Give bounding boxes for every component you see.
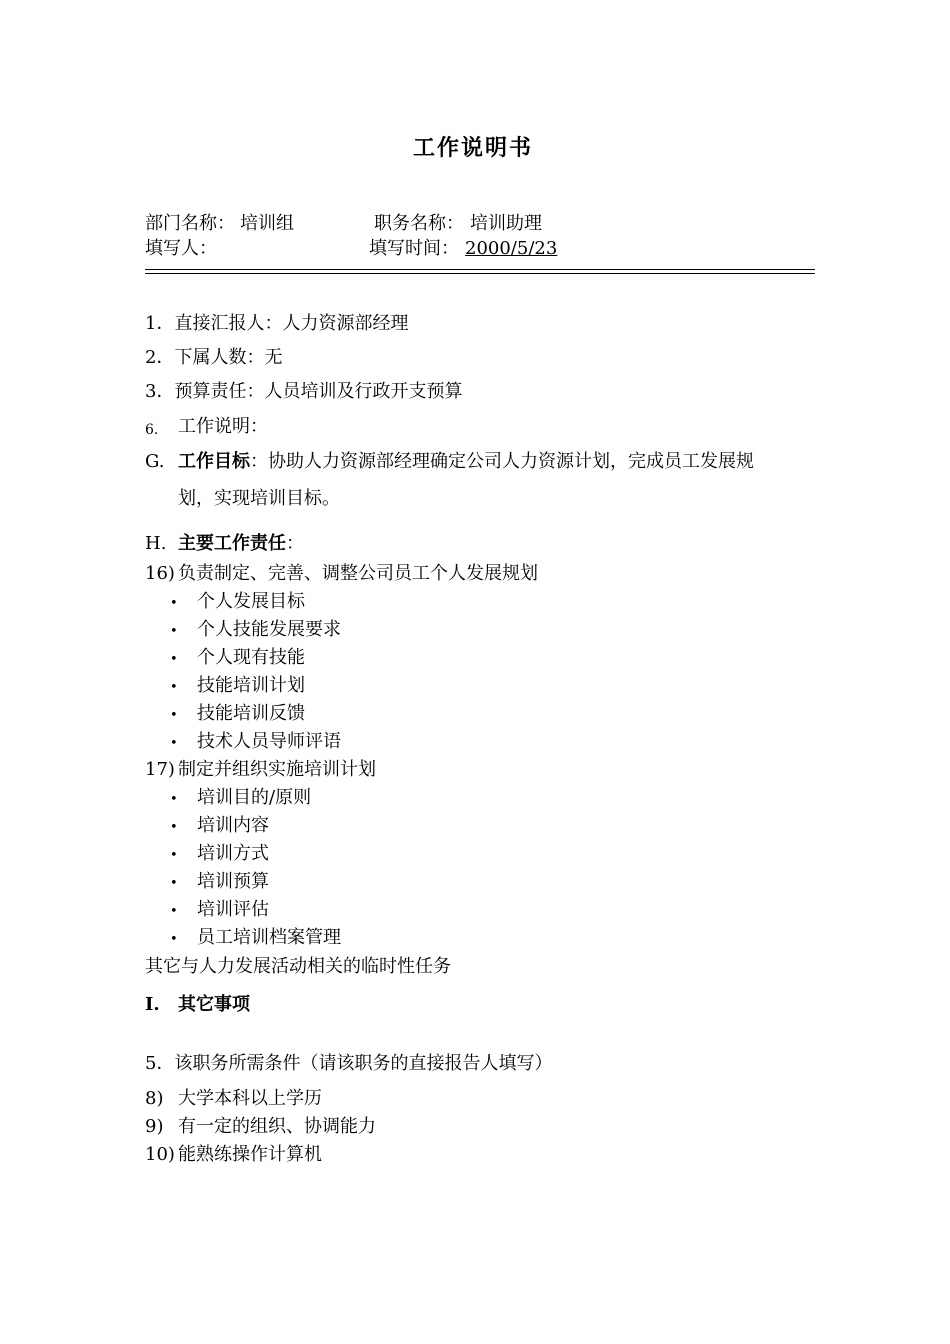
requirement-text: 有一定的组织、协调能力 (178, 1116, 376, 1137)
desc-number: 6. (145, 422, 159, 438)
requirement-number: 10) (145, 1144, 175, 1165)
list-item: 培训方式 (197, 843, 269, 864)
list-item: 技能培训反馈 (197, 703, 305, 724)
date-label: 填写时间： (369, 238, 459, 259)
bullet-icon: • (170, 932, 178, 947)
duty-16-text: 负责制定、完善、调整公司员工个人发展规划 (178, 563, 538, 584)
bullet-icon: • (170, 848, 178, 863)
bullet-icon: • (170, 736, 178, 751)
list-item: 培训预算 (197, 871, 269, 892)
requirement-number: 9) (145, 1116, 164, 1137)
date-value: 2000/5/23 (465, 238, 558, 259)
position-label: 职务名称： (374, 213, 464, 234)
bullet-icon: • (170, 792, 178, 807)
bullet-icon: • (170, 708, 178, 723)
duties-marker: H. (145, 533, 167, 554)
list-item: 个人技能发展要求 (197, 619, 341, 640)
duty-17-number: 17) (145, 759, 175, 780)
list-item: 技能培训计划 (197, 675, 305, 696)
filler-label: 填写人： (145, 238, 217, 259)
duty-17-text: 制定并组织实施培训计划 (178, 759, 376, 780)
position-value: 培训助理 (470, 213, 542, 234)
bullet-icon: • (170, 652, 178, 667)
bullet-icon: • (170, 876, 178, 891)
list-item: 个人发展目标 (197, 591, 305, 612)
bullet-icon: • (170, 596, 178, 611)
duty-16-number: 16) (145, 563, 175, 584)
list-item: 培训评估 (197, 899, 269, 920)
requirement-text: 能熟练操作计算机 (178, 1144, 322, 1165)
requirements-heading: 5．该职务所需条件（请该职务的直接报告人填写） (145, 1053, 553, 1074)
list-item: 员工培训档案管理 (197, 927, 341, 948)
header-rule-bottom (145, 273, 815, 274)
duties-label: 主要工作责任 (178, 533, 286, 554)
other-heading: 其它事项 (178, 994, 250, 1015)
dept-value: 培训组 (240, 213, 294, 234)
goal-line (178, 451, 754, 473)
requirement-text: 大学本科以上学历 (178, 1088, 322, 1109)
bullet-icon: • (170, 904, 178, 919)
misc-task: 其它与人力发展活动相关的临时性任务 (145, 956, 451, 977)
goal-text: ：协助人力资源部经理确定公司人力资源计划，完成员工发展规 (250, 451, 754, 472)
bullet-icon: • (170, 680, 178, 695)
goal-label: 工作目标 (178, 451, 250, 472)
goal-marker: G. (145, 451, 165, 472)
list-item: 培训内容 (197, 815, 269, 836)
duties-heading (178, 533, 304, 555)
goal-text-cont: 划，实现培训目标。 (178, 488, 340, 509)
bullet-icon: • (170, 820, 178, 835)
requirement-number: 8) (145, 1088, 164, 1109)
budget-responsibility: 3．预算责任：人员培训及行政开支预算 (145, 381, 463, 402)
desc-label: 工作说明： (178, 416, 268, 437)
report-to: 1．直接汇报人：人力资源部经理 (145, 313, 409, 334)
dept-label: 部门名称： (145, 213, 235, 234)
bullet-icon: • (170, 624, 178, 639)
page-title: 工作说明书 (413, 135, 534, 161)
list-item: 个人现有技能 (197, 647, 305, 668)
other-marker: I. (145, 994, 160, 1015)
subordinates: 2．下属人数：无 (145, 347, 283, 368)
list-item: 技术人员导师评语 (197, 731, 341, 752)
header-rule-top (145, 269, 815, 270)
duties-colon: ： (286, 533, 304, 554)
list-item: 培训目的/原则 (197, 787, 312, 808)
